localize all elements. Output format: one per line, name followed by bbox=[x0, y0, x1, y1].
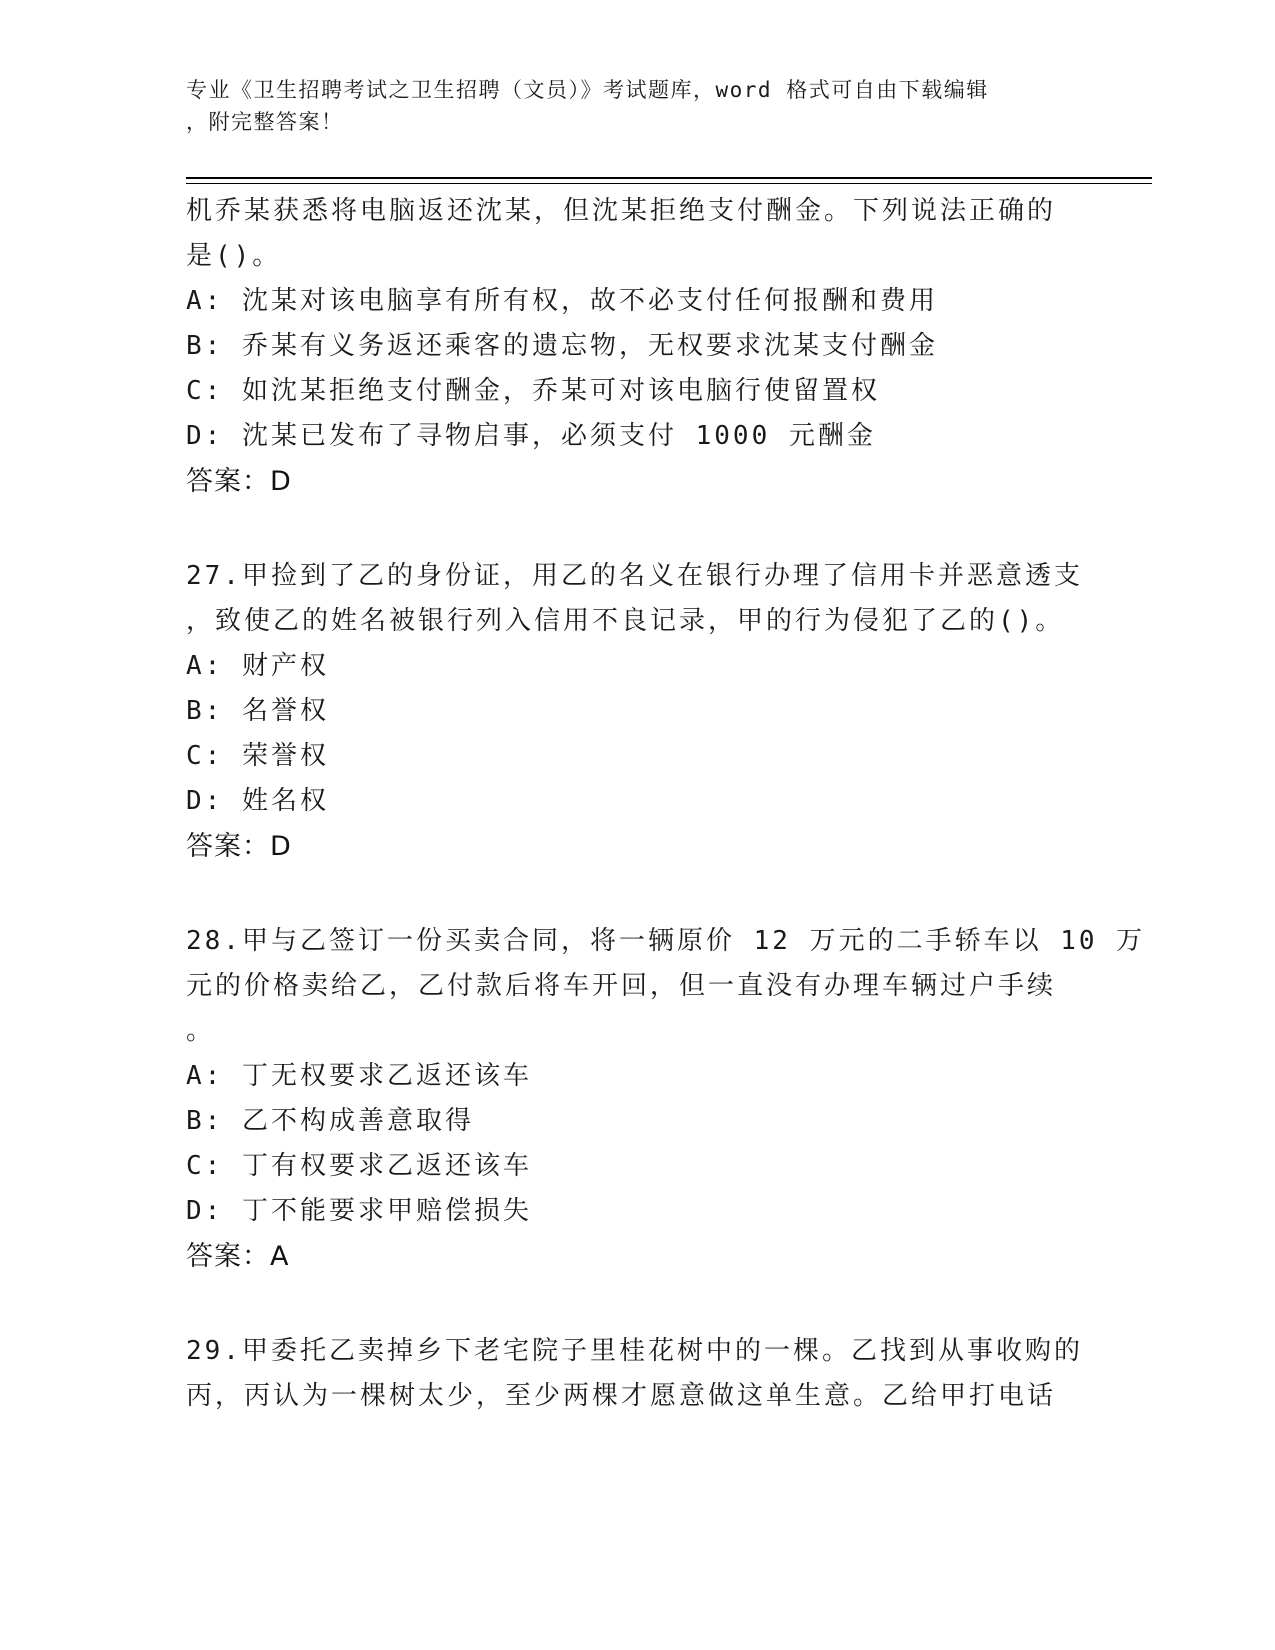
question-stem-line: 。 bbox=[186, 1016, 216, 1046]
question-spacer bbox=[186, 869, 1086, 919]
answer-line: 答案：D bbox=[186, 831, 292, 862]
question-27 bbox=[186, 554, 1086, 869]
question-stem-line: 丙，丙认为一棵树太少，至少两棵才愿意做这单生意。乙给甲打电话 bbox=[186, 1381, 1057, 1411]
header-rule-thin bbox=[186, 183, 1152, 184]
option-a: A: 财产权 bbox=[186, 651, 329, 681]
question-26 bbox=[186, 189, 1086, 504]
option-a: A: 沈某对该电脑享有所有权，故不必支付任何报酬和费用 bbox=[186, 286, 938, 316]
answer-line: 答案：D bbox=[186, 466, 292, 497]
option-c: C: 丁有权要求乙返还该车 bbox=[186, 1151, 532, 1181]
option-a: A: 丁无权要求乙返还该车 bbox=[186, 1061, 532, 1091]
question-stem-line: 是()。 bbox=[186, 241, 282, 271]
option-d: D: 丁不能要求甲赔偿损失 bbox=[186, 1196, 532, 1226]
option-c: C: 如沈某拒绝支付酬金，乔某可对该电脑行使留置权 bbox=[186, 376, 880, 406]
question-stem-line: 28.甲与乙签订一份买卖合同，将一辆原价 12 万元的二手轿车以 10 万 bbox=[186, 926, 1146, 956]
question-spacer bbox=[186, 504, 1086, 554]
option-d: D: 沈某已发布了寻物启事，必须支付 1000 元酬金 bbox=[186, 421, 876, 451]
question-stem-line: ，致使乙的姓名被银行列入信用不良记录，甲的行为侵犯了乙的()。 bbox=[186, 606, 1065, 636]
question-stem-line: 29.甲委托乙卖掉乡下老宅院子里桂花树中的一棵。乙找到从事收购的 bbox=[186, 1336, 1083, 1366]
option-b: B: 乔某有义务返还乘客的遗忘物，无权要求沈某支付酬金 bbox=[186, 331, 938, 361]
document-header bbox=[186, 74, 1066, 138]
question-stem-line: 27.甲捡到了乙的身份证，用乙的名义在银行办理了信用卡并恶意透支 bbox=[186, 561, 1083, 591]
header-rule-thick bbox=[186, 177, 1152, 179]
question-28 bbox=[186, 919, 1146, 1279]
question-list bbox=[186, 189, 1146, 1419]
answer-line: 答案：A bbox=[186, 1241, 290, 1272]
question-stem-line: 机乔某获悉将电脑返还沈某，但沈某拒绝支付酬金。下列说法正确的 bbox=[186, 196, 1057, 226]
header-line-2: ，附完整答案！ bbox=[186, 110, 344, 134]
question-spacer bbox=[186, 1279, 1086, 1329]
option-b: B: 乙不构成善意取得 bbox=[186, 1106, 474, 1136]
option-d: D: 姓名权 bbox=[186, 786, 329, 816]
option-b: B: 名誉权 bbox=[186, 696, 329, 726]
question-29 bbox=[186, 1329, 1086, 1419]
question-stem-line: 元的价格卖给乙，乙付款后将车开回，但一直没有办理车辆过户手续 bbox=[186, 971, 1057, 1001]
header-line-1: 专业《卫生招聘考试之卫生招聘（文员）》考试题库，word 格式可自由下载编辑 bbox=[186, 78, 989, 102]
option-c: C: 荣誉权 bbox=[186, 741, 329, 771]
